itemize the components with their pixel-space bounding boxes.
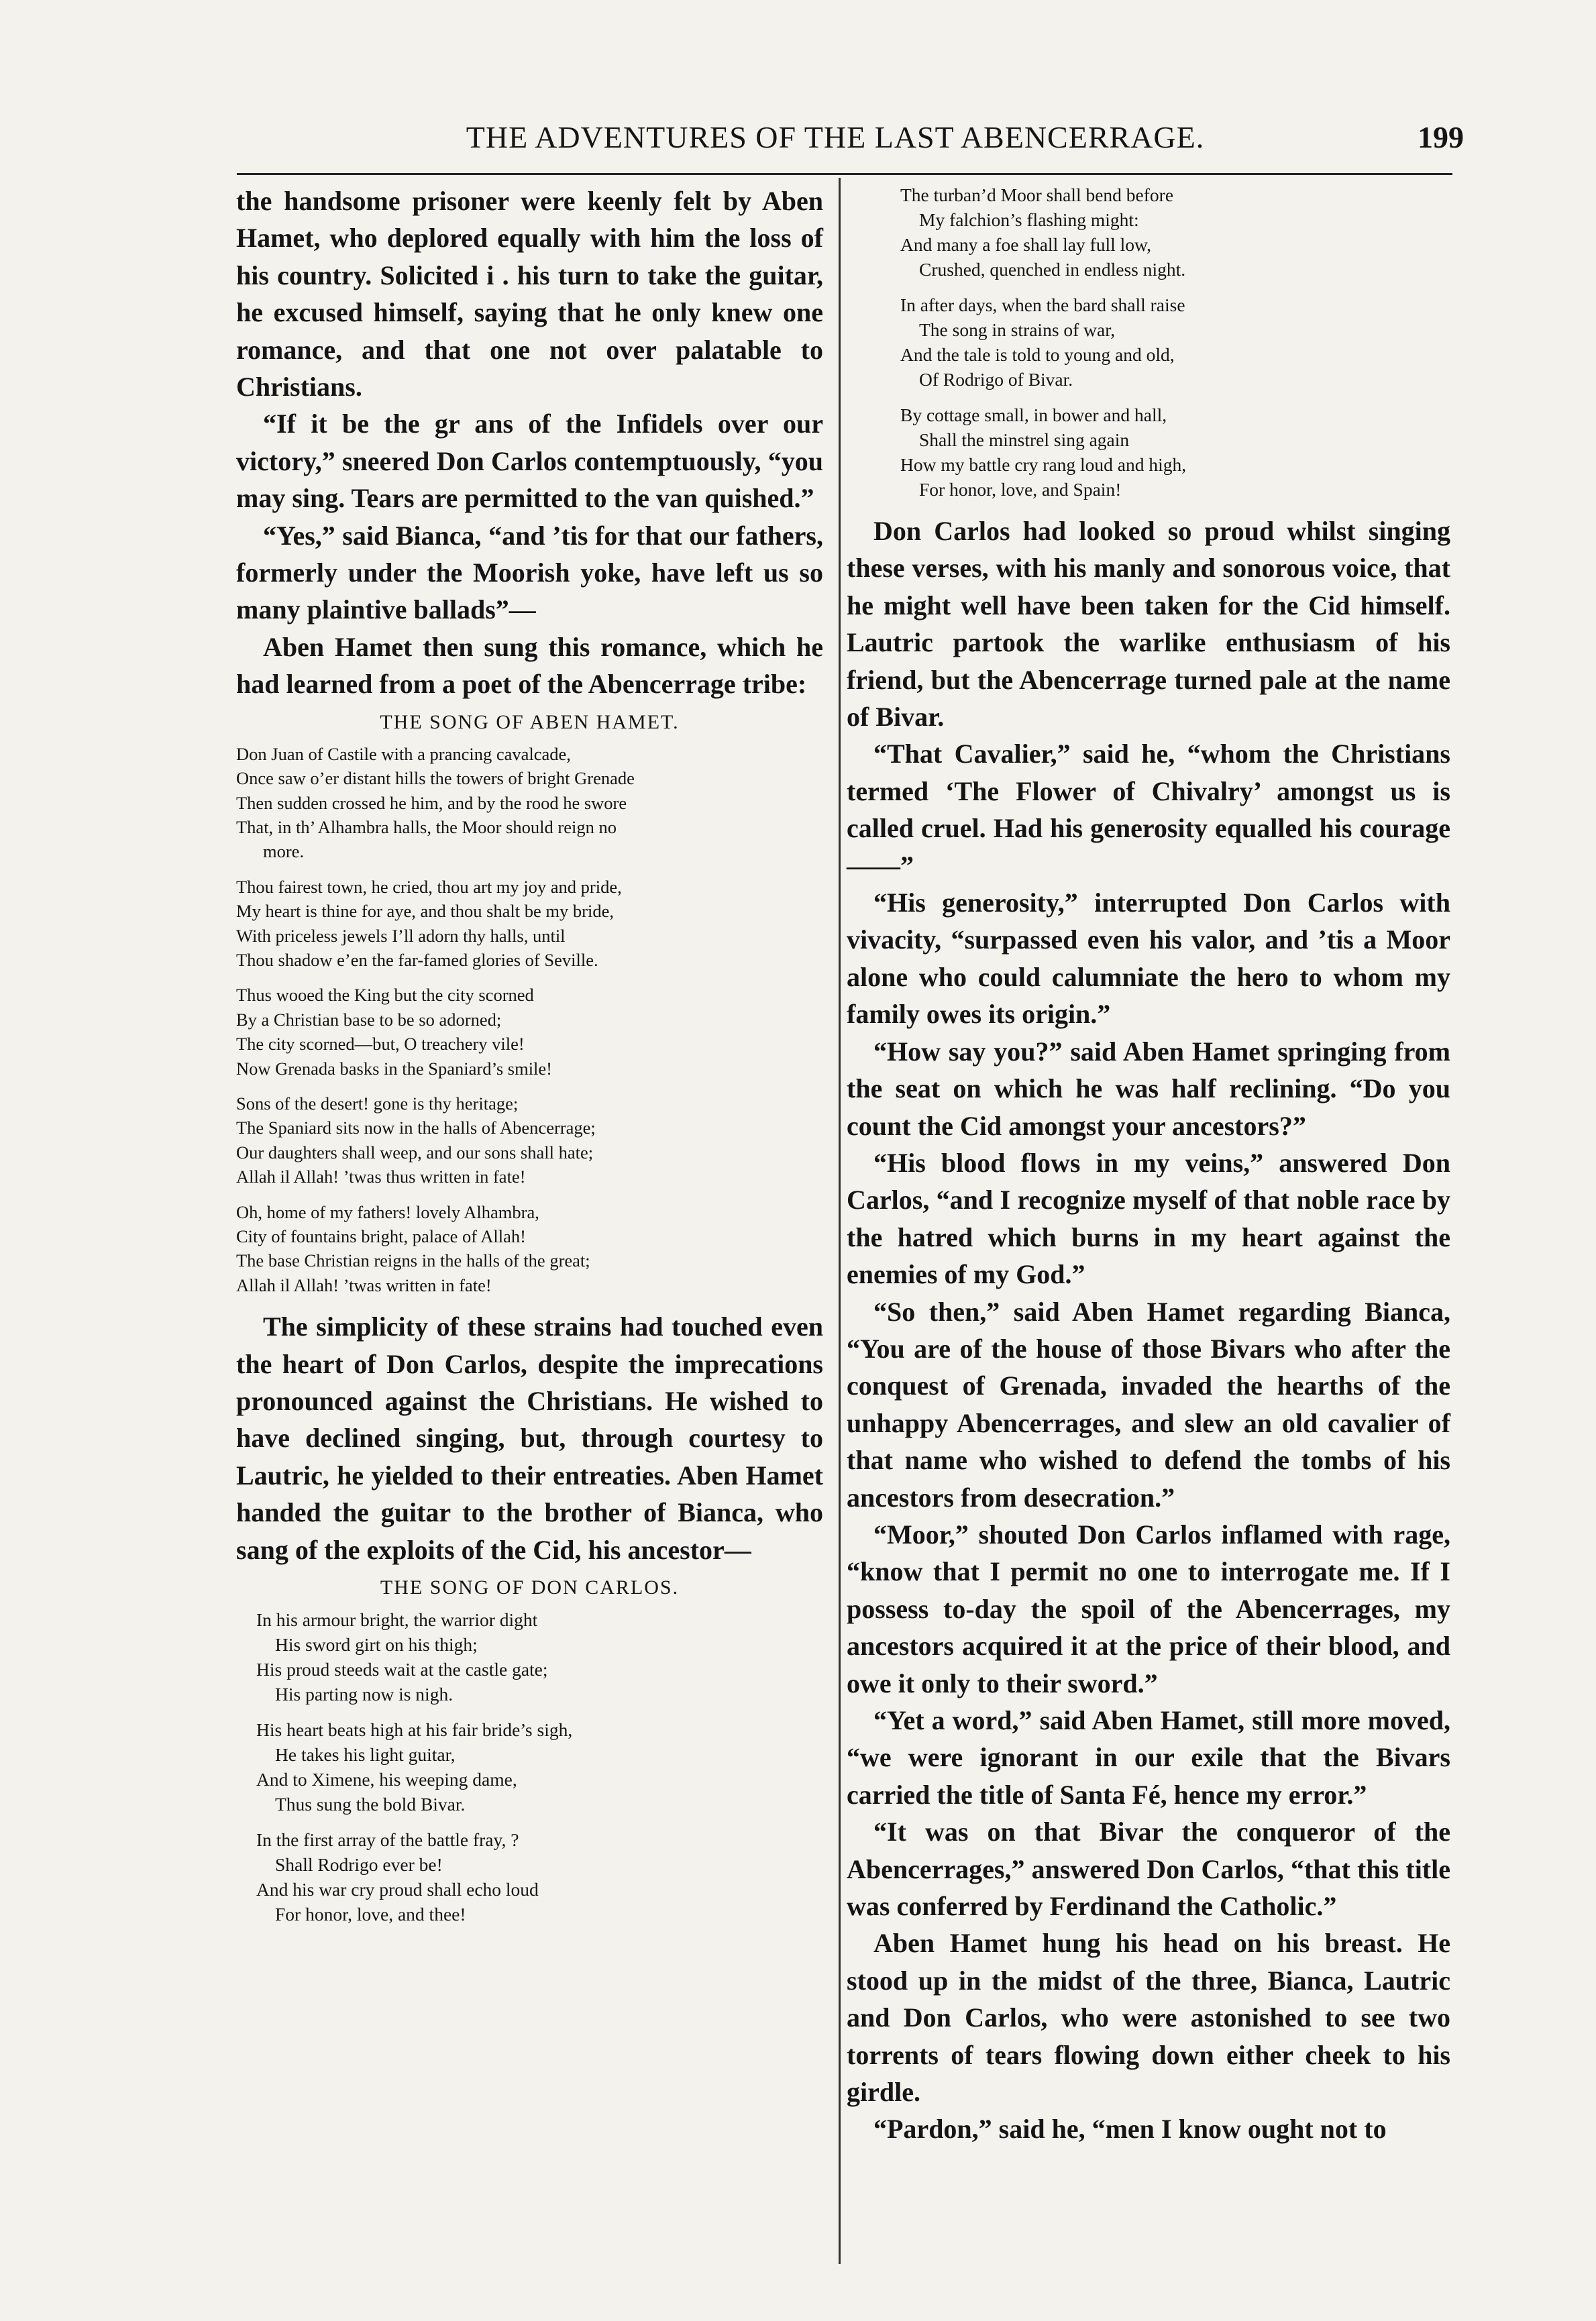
verse-line: His parting now is nigh.: [275, 1684, 454, 1705]
paragraph: “That Cavalier,” said he, “whom the Christians termed ‘The Flower of Chivalry’ amongst us is called cruel. Had his generosity equalled his courage——”: [847, 739, 1450, 881]
paragraph: “Yet a word,” said Aben Hamet, still more moved, “we were ignorant in our exile that the Bivars carried the title of Santa Fé, hence my error.”: [847, 1705, 1450, 1810]
verse-line: Thou shadow e’en the far-famed glories of Seville.: [236, 949, 598, 970]
left-column: [236, 182, 823, 1937]
page-number: 199: [1418, 120, 1464, 154]
verse-line: Thus sung the bold Bivar.: [275, 1794, 466, 1815]
verse-line: The Spaniard sits now in the halls of Abencerrage;: [236, 1118, 596, 1138]
verse-line: By cottage small, in bower and hall,: [900, 404, 1167, 425]
verse-line: For honor, love, and Spain!: [919, 479, 1122, 500]
stanza: [900, 292, 1450, 392]
verse-line: Shall the minstrel sing again: [919, 429, 1130, 450]
verse-line: Sons of the desert! gone is thy heritage;: [236, 1093, 519, 1114]
paragraph: “If it be the gr ans of the Infidels over our victory,” sneered Don Carlos contemptuously, “you may sing. Tears are permitted to the van quished.”: [236, 409, 823, 514]
verse-line: In his armour bright, the warrior dight: [256, 1609, 538, 1631]
header-rule: [237, 173, 1452, 175]
verse-line: The base Christian reigns in the halls of the great;: [236, 1250, 590, 1271]
verse-line: My falchion’s flashing might:: [919, 209, 1139, 230]
verse-line: more.: [263, 841, 305, 862]
verse-line: In after days, when the bard shall raise: [900, 294, 1185, 315]
stanza: [900, 402, 1450, 502]
paragraph: “So then,” said Aben Hamet regarding Bianca, “You are of the house of those Bivars who after the conquest of Grenada, invaded the hearths of the unhappy Abencerrages, and slew an old cavalier of that name who wished to defend the tombs of his ancestors from desecration.”: [847, 1296, 1450, 1513]
poem-song-of-don-carlos: [236, 1607, 823, 1927]
poem-title: THE SONG OF DON CARLOS.: [380, 1576, 680, 1599]
verse-line: Allah il Allah! ’twas written in fate!: [236, 1275, 492, 1295]
verse-line: Of Rodrigo of Bivar.: [919, 369, 1073, 390]
verse-line: His heart beats high at his fair bride’s sigh,: [256, 1719, 573, 1741]
verse-line: And to Ximene, his weeping dame,: [256, 1769, 517, 1790]
stanza: [236, 875, 823, 973]
verse-line: Allah il Allah! ’twas thus written in fate!: [236, 1167, 526, 1187]
verse-line: Thou fairest town, he cried, thou art my joy and pride,: [236, 876, 622, 897]
verse-line: And the tale is told to young and old,: [900, 344, 1175, 365]
stanza: [236, 1091, 823, 1189]
verse-line: The song in strains of war,: [919, 319, 1116, 340]
verse-line: Shall Rodrigo ever be!: [275, 1854, 443, 1876]
verse-line: That, in th’ Alhambra halls, the Moor should reign no: [236, 816, 617, 837]
verse-line: My heart is thine for aye, and thou shalt be my bride,: [236, 901, 614, 922]
paragraph: “Pardon,” said he, “men I know ought not to: [873, 2114, 1387, 2145]
verse-line: Then sudden crossed he him, and by the rood he swore: [236, 792, 627, 813]
paragraph: The simplicity of these strains had touched even the heart of Don Carlos, despite the imprecations pronounced against the Christians. He wished to have declined singing, but, through courtesy to Lautric, he yielded to their entreaties. Aben Hamet handed the guitar to the brother of Bianca, who sang of the exploits of the Cid, his ancestor—: [236, 1311, 823, 1565]
paragraph: “It was on that Bivar the conqueror of the Abencerrages,” answered Don Carlos, “that this title was conferred by Ferdinand the Catholic.”: [847, 1817, 1450, 1922]
verse-line: And his war cry proud shall echo loud: [256, 1879, 539, 1900]
paragraph: the handsome prisoner were keenly felt by Aben Hamet, who deplored equally with him the loss of his country. Solicited i . his turn to take the guitar, he excused himself, saying that he only knew one romance, and that one not over palatable to Christians.: [236, 186, 823, 402]
verse-line: And many a foe shall lay full low,: [900, 234, 1151, 255]
verse-line: City of fountains bright, palace of Allah!: [236, 1226, 526, 1246]
paragraph: “How say you?” said Aben Hamet springing from the seat on which he was half reclining. “Do you count the Cid amongst your ancestors?”: [847, 1036, 1450, 1141]
running-title: THE ADVENTURES OF THE LAST ABENCERRAGE.: [466, 120, 1205, 154]
verse-line: Don Juan of Castile with a prancing cavalcade,: [236, 743, 571, 764]
verse-line: With priceless jewels I’ll adorn thy halls, until: [236, 925, 566, 946]
verse-line: Crushed, quenched in endless night.: [919, 259, 1186, 280]
verse-line: Now Grenada basks in the Spaniard’s smile!: [236, 1058, 553, 1079]
paragraph: Aben Hamet hung his head on his breast. He stood up in the midst of the three, Bianca, Lautric and Don Carlos, who were astonished to see two torrents of tears flowing down either cheek to his girdle.: [847, 1928, 1450, 2108]
stanza: [256, 1717, 823, 1817]
verse-line: The turban’d Moor shall bend before: [900, 184, 1174, 205]
verse-line: Once saw o’er distant hills the towers of bright Grenade: [236, 768, 635, 789]
stanza: [256, 1607, 823, 1707]
poem-song-of-aben-hamet: [236, 742, 823, 1298]
paragraph: “His generosity,” interrupted Don Carlos with vivacity, “surpassed even his valor, and ’tis a Moor alone who could calumniate the hero to whom my family owes its origin.”: [847, 887, 1450, 1030]
right-column: [847, 182, 1450, 2148]
column-divider: [839, 178, 841, 2264]
verse-line: For honor, love, and thee!: [275, 1904, 466, 1925]
verse-line: He takes his light guitar,: [275, 1744, 456, 1766]
paragraph: Don Carlos had looked so proud whilst singing these verses, with his manly and sonorous voice, that he might well have been taken for the Cid himself. Lautric partook the warlike enthusiasm of his friend, but the Abencerrage turned pale at the name of Bivar.: [847, 516, 1450, 733]
stanza: [256, 1827, 823, 1927]
verse-line: His proud steeds wait at the castle gate;: [256, 1659, 548, 1680]
stanza: [236, 1200, 823, 1298]
paragraph: “Moor,” shouted Don Carlos inflamed with rage, “know that I permit no one to interrogate me. If I possess to-day the spoil of the Abencerrages, my ancestors acquired it at the price of their blood, and owe it only to their sword.”: [847, 1519, 1450, 1698]
verse-line: Oh, home of my fathers! lovely Alhambra,: [236, 1201, 539, 1222]
verse-line: Thus wooed the King but the city scorned: [236, 985, 534, 1006]
poem-title: THE SONG OF ABEN HAMET.: [380, 710, 680, 733]
stanza: [236, 742, 823, 864]
verse-line: The city scorned—but, O treachery vile!: [236, 1034, 525, 1055]
verse-line: His sword girt on his thigh;: [275, 1634, 478, 1656]
poem-song-of-don-carlos-continued: [847, 182, 1450, 502]
paragraph: “His blood flows in my veins,” answered Don Carlos, “and I recognize myself of that noble race by the hatred which burns in my heart against the enemies of my God.”: [847, 1147, 1450, 1290]
stanza: [900, 182, 1450, 282]
verse-line: Our daughters shall weep, and our sons shall hate;: [236, 1142, 594, 1163]
verse-line: In the first array of the battle fray, ?: [256, 1829, 519, 1851]
verse-line: How my battle cry rang loud and high,: [900, 454, 1187, 475]
paragraph: Aben Hamet then sung this romance, which he had learned from a poet of the Abencerrage tribe:: [236, 631, 823, 700]
stanza: [236, 983, 823, 1081]
verse-line: By a Christian base to be so adorned;: [236, 1009, 502, 1030]
paragraph: “Yes,” said Bianca, “and ’tis for that our fathers, formerly under the Moorish yoke, have left us so many plaintive ballads”—: [236, 520, 823, 625]
